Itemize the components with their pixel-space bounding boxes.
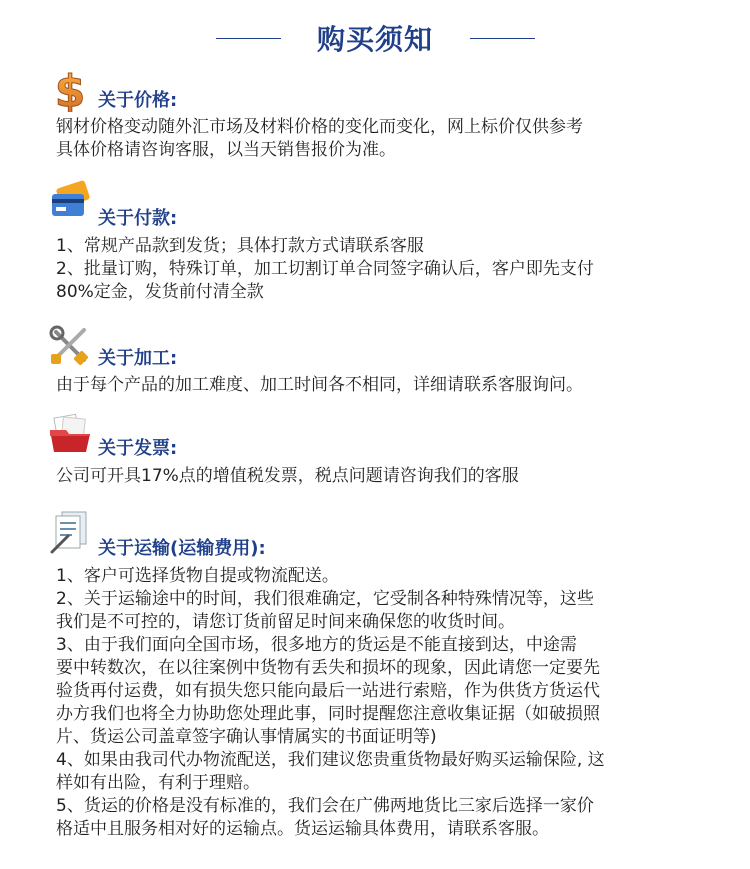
shipping-line-4: 3、由于我们面向全国市场，很多地方的货运是不能直接到达，中途需 <box>56 635 577 655</box>
shipping-line-12: 格适中且服务相对好的运输点。货运运输具体费用，请联系客服。 <box>56 819 549 839</box>
price-line-2: 具体价格请咨询客服，以当天销售报价为准。 <box>56 140 396 160</box>
payment-line-3: 80%定金，发货前付清全款 <box>56 282 264 302</box>
title-rule-right <box>470 38 535 39</box>
shipping-line-6: 验货再付运费，如有损失您只能向最后一站进行索赔，作为供货方货运代 <box>56 681 600 701</box>
page-title: 购买须知 <box>316 23 433 56</box>
section-price-body <box>56 116 726 162</box>
dollar-icon <box>48 68 92 112</box>
shipping-line-9: 4、如果由我司代办物流配送，我们建议您贵重货物最好购买运输保险, 这 <box>56 750 605 770</box>
section-shipping-heading: 关于运输(运输费用): <box>98 538 266 559</box>
svg-text:$: $ <box>54 68 86 112</box>
payment-line-1: 1、常规产品款到发货；具体打款方式请联系客服 <box>56 236 424 256</box>
shipping-line-10: 样如有出险，有利于理赔。 <box>56 773 260 793</box>
shipping-line-7: 办方我们也将全力协助您处理此事，同时提醒您注意收集证据（如破损照 <box>56 704 600 724</box>
document-pen-icon <box>48 510 92 554</box>
section-shipping-body <box>56 565 726 841</box>
shipping-line-11: 5、货运的价格是没有标准的，我们会在广佛两地货比三家后选择一家价 <box>56 796 594 816</box>
processing-line-1: 由于每个产品的加工难度、加工时间各不相同，详细请联系客服询问。 <box>56 375 583 395</box>
section-payment-body <box>56 235 726 304</box>
price-line-1: 钢材价格变动随外汇市场及材料价格的变化而变化，网上标价仅供参考 <box>56 117 583 137</box>
folder-icon <box>48 412 92 456</box>
invoice-line-1: 公司可开具17%点的增值税发票，税点问题请咨询我们的客服 <box>56 466 519 486</box>
section-price-heading: 关于价格: <box>98 90 178 111</box>
page-header <box>0 12 750 62</box>
section-payment-heading: 关于付款: <box>98 208 178 229</box>
payment-line-2: 2、批量订购，特殊订单，加工切割订单合同签字确认后，客户即先支付 <box>56 259 594 279</box>
shipping-line-5: 要中转数次，在以往案例中货物有丢失和损坏的现象，因此请您一定要先 <box>56 658 600 678</box>
section-invoice-body <box>56 465 726 488</box>
shipping-line-3: 我们是不可控的，请您订货前留足时间来确保您的收货时间。 <box>56 612 515 632</box>
shipping-line-1: 1、客户可选择货物自提或物流配送。 <box>56 566 339 586</box>
credit-card-icon <box>48 180 92 224</box>
section-processing-heading: 关于加工: <box>98 348 178 369</box>
section-invoice-heading: 关于发票: <box>98 438 178 459</box>
tools-icon <box>48 324 92 368</box>
section-processing-body <box>56 374 726 397</box>
shipping-line-2: 2、关于运输途中的时间，我们很难确定，它受制各种特殊情况等，这些 <box>56 589 594 609</box>
shipping-line-8: 片、货运公司盖章签字确认事情属实的书面证明等) <box>56 727 437 747</box>
